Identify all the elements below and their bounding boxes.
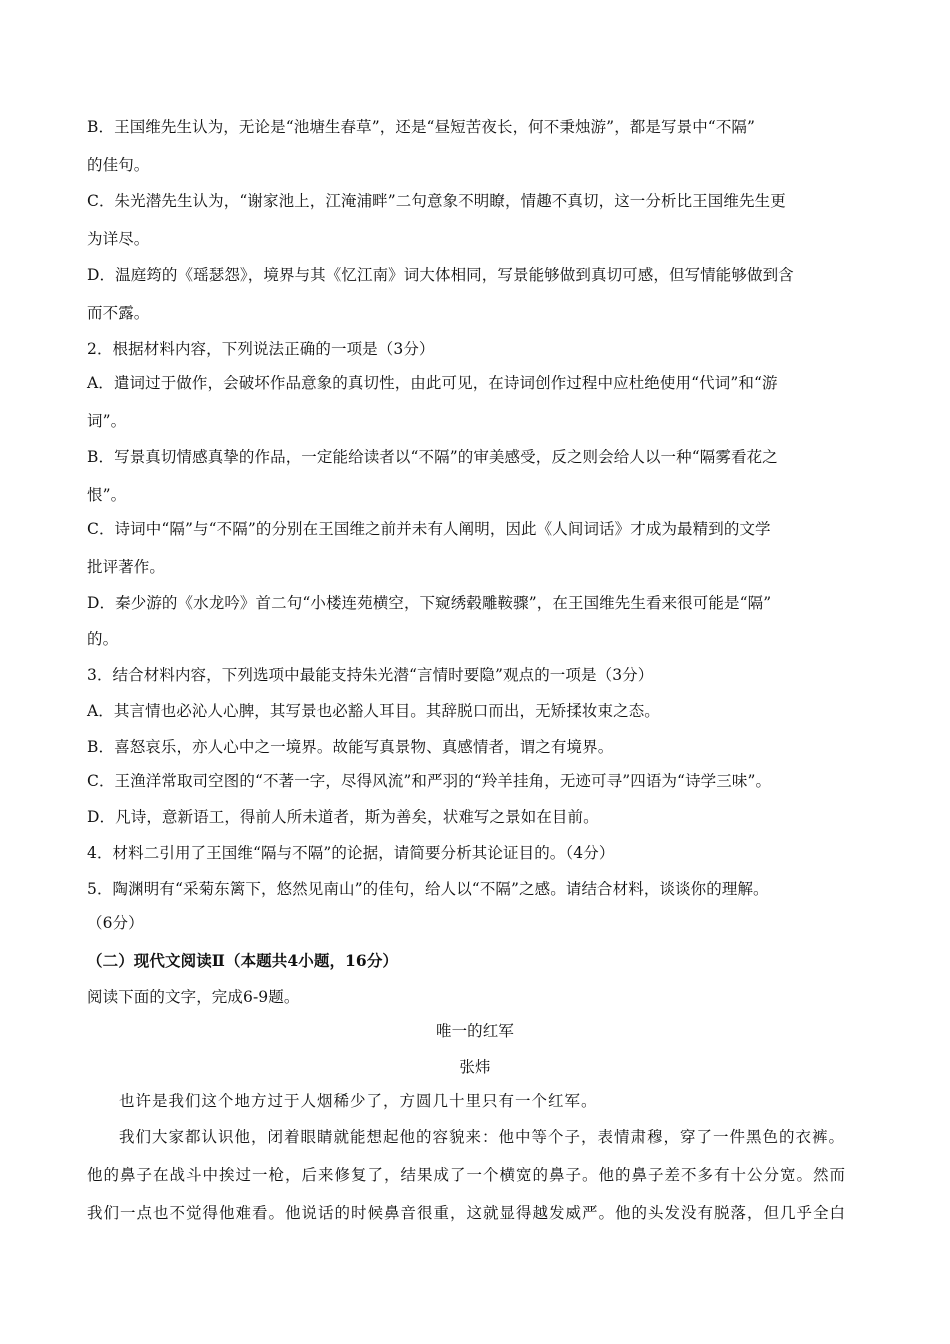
q2-option-d-line2: 的。	[87, 630, 119, 648]
q2-option-c-line2: 批评著作。	[87, 558, 166, 576]
article-paragraph-1: 也许是我们这个地方过于人烟稀少了，方圆几十里只有一个红军。	[119, 1092, 598, 1110]
q1-option-b-line2: 的佳句。	[87, 156, 150, 174]
q3-option-c: C．王渔洋常取司空图的“不著一字，尽得风流”和严羽的“羚羊挂角，无迹可寻”四语为“诗学三味”。	[87, 772, 772, 790]
q2-option-b-line1: B．写景真切情感真挚的作品，一定能给读者以“不隔”的审美感受，反之则会给人以一种“隔雾看花之	[87, 448, 778, 466]
q1-option-c-line1: C．朱光潜先生认为，“谢家池上，江淹浦畔”二句意象不明瞭，情趣不真切，这一分析比王国维先生更	[87, 192, 786, 210]
article-paragraph-2-line1: 我们大家都认识他，闭着眼睛就能想起他的容貌来：他中等个子，表情肃穆，穿了一件黑色的衣裤。	[119, 1128, 846, 1146]
q2-option-a-line2: 词”。	[87, 412, 127, 430]
article-author: 张炜	[459, 1058, 491, 1076]
q5-line1: 5．陶渊明有“采菊东篱下，悠然见南山”的佳句，给人以“不隔”之感。请结合材料，谈谈你的理解。	[87, 880, 769, 898]
q1-option-b-line1: B．王国维先生认为，无论是“池塘生春草”，还是“昼短苦夜长，何不秉烛游”，都是写景中“不隔”	[87, 118, 756, 136]
q1-option-d-line2: 而不露。	[87, 304, 150, 322]
q1-option-d-line1: D．温庭筠的《瑶瑟怨》，境界与其《忆江南》词大体相同，写景能够做到真切可感，但写情能够做到含	[87, 266, 794, 284]
q3-option-b: B．喜怒哀乐，亦人心中之一境界。故能写真景物、真感情者，谓之有境界。	[87, 738, 614, 756]
article-paragraph-2-line3: 我们一点也不觉得他难看。他说话的时候鼻音很重，这就显得越发威严。他的头发没有脱落，但几乎全白	[87, 1204, 847, 1222]
article-paragraph-2-line2: 他的鼻子在战斗中挨过一枪，后来修复了，结果成了一个横宽的鼻子。他的鼻子差不多有十公分宽。然而	[87, 1166, 847, 1184]
q3-option-a: A．其言情也必沁人心脾，其写景也必豁人耳目。其辞脱口而出，无矫揉妆束之态。	[87, 702, 660, 720]
q2-option-b-line2: 恨”。	[87, 486, 127, 504]
section-heading: （二）现代文阅读Ⅱ（本题共4小题，16分）	[87, 951, 399, 970]
q2-option-a-line1: A．遣词过于做作，会破坏作品意象的真切性，由此可见，在诗词创作过程中应杜绝使用“代词”和“游	[87, 374, 778, 392]
q3-option-d: D．凡诗，意新语工，得前人所未道者，斯为善矣，状难写之景如在目前。	[87, 808, 599, 826]
q5-line2: （6分）	[87, 914, 144, 932]
q2-stem: 2．根据材料内容，下列说法正确的一项是（3分）	[87, 340, 435, 358]
q3-stem: 3．结合材料内容，下列选项中最能支持朱光潜“言情时要隐”观点的一项是（3分）	[87, 666, 654, 684]
q4-stem: 4．材料二引用了王国维“隔与不隔”的论据，请简要分析其论证目的。（4分）	[87, 844, 615, 862]
q1-option-c-line2: 为详尽。	[87, 230, 150, 248]
reading-instruction: 阅读下面的文字，完成6-9题。	[87, 988, 300, 1006]
article-title: 唯一的红军	[435, 1022, 514, 1040]
q2-option-c-line1: C．诗词中“隔”与“不隔”的分别在王国维之前并未有人阐明，因此《人间词话》才成为最精到的文学	[87, 520, 771, 538]
q2-option-d-line1: D．秦少游的《水龙吟》首二句“小楼连苑横空，下窥绣毂雕鞍骤”，在王国维先生看来很可能是“隔”	[87, 594, 772, 612]
